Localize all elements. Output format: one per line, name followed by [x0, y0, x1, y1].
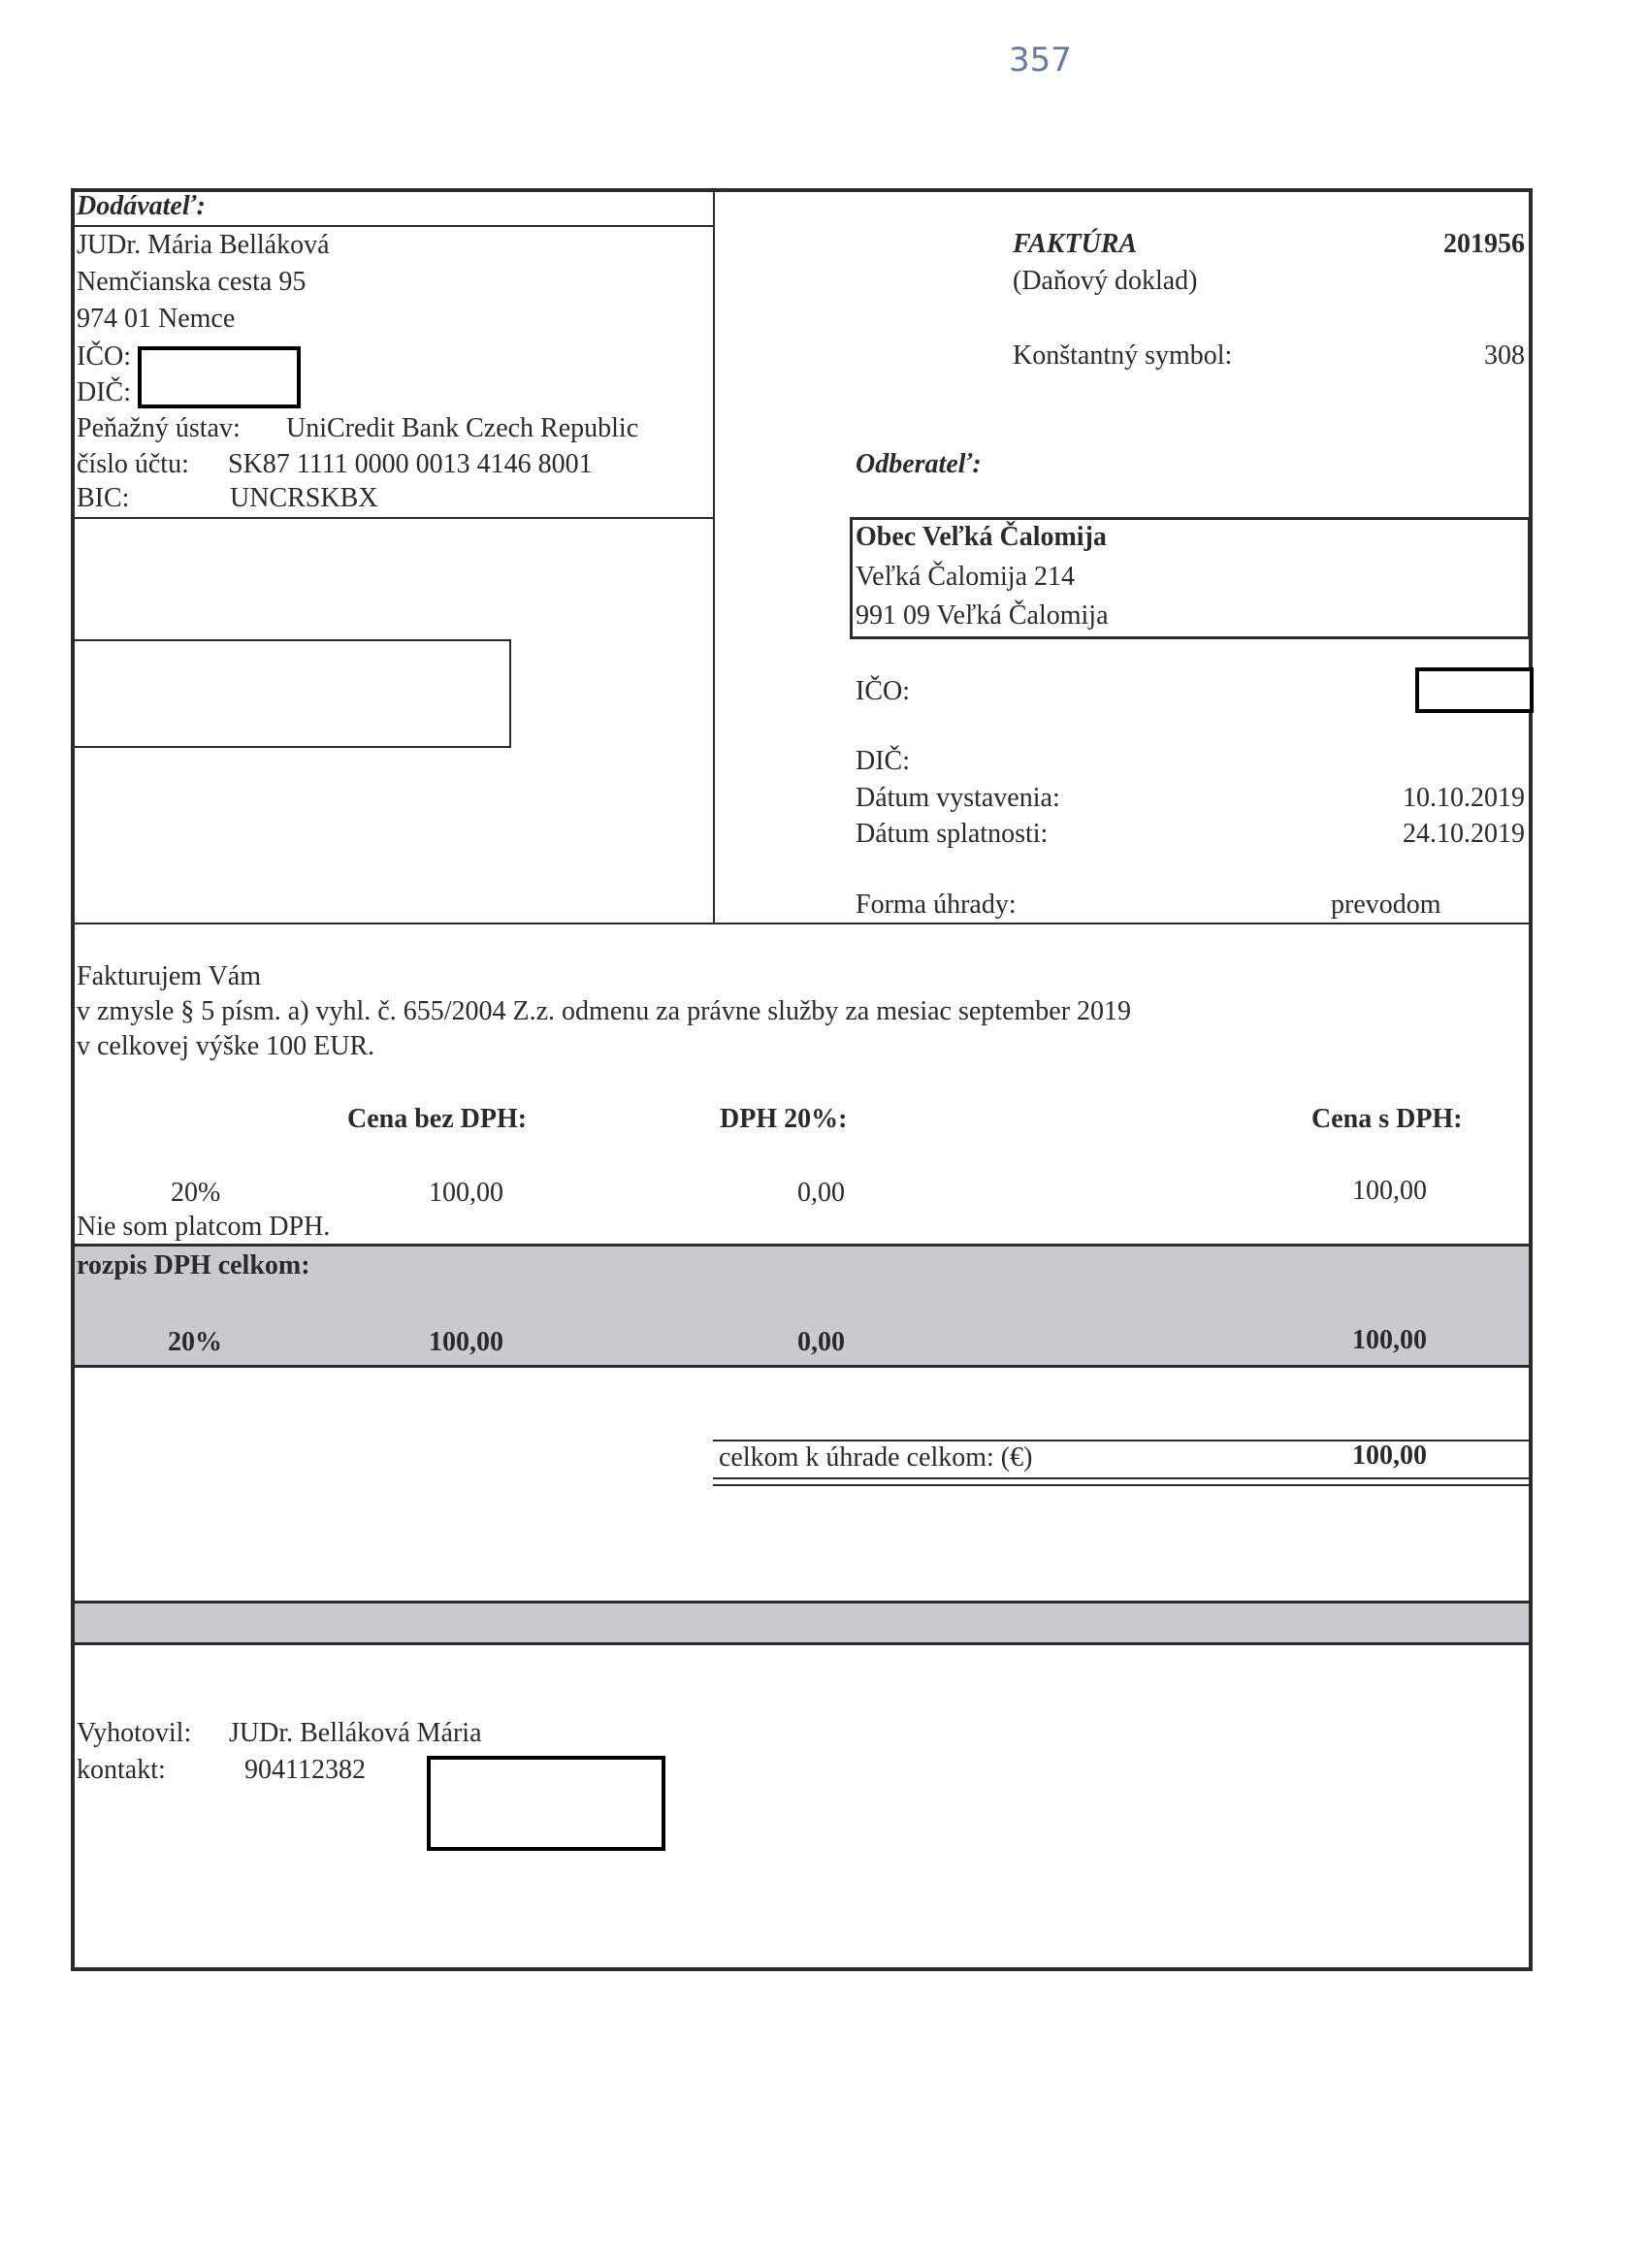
- prepared-by-label: Vyhotovil:: [77, 1718, 192, 1748]
- supplier-heading: Dodávateľ:: [77, 191, 206, 221]
- summary-total: 100,00: [1352, 1325, 1427, 1355]
- customer-ico-redaction: [1415, 667, 1534, 713]
- customer-dic-label: DIČ:: [856, 746, 910, 776]
- lower-band-bottom: [73, 1642, 1531, 1645]
- prepared-by-value: JUDr. Belláková Mária: [229, 1718, 482, 1748]
- supplier-bank-label: Peňažný ústav:: [77, 413, 241, 443]
- payable-double-line-1: [713, 1477, 1531, 1479]
- supplier-city: 974 01 Nemce: [77, 304, 236, 334]
- customer-street: Veľká Čalomija 214: [856, 562, 1075, 592]
- col-header-base: Cena bez DPH:: [347, 1104, 528, 1134]
- payment-method-value: prevodom: [1331, 890, 1441, 920]
- due-date-label: Dátum splatnosti:: [856, 819, 1049, 849]
- handwritten-note: 357: [1009, 41, 1072, 80]
- summary-rate: 20%: [168, 1327, 222, 1357]
- payable-value: 100,00: [1352, 1441, 1427, 1471]
- supplier-bank-value: UniCredit Bank Czech Republic: [286, 413, 639, 443]
- constant-symbol-value: 308: [1484, 340, 1525, 371]
- vertical-divider: [713, 190, 715, 923]
- constant-symbol-label: Konštantný symbol:: [1013, 340, 1233, 371]
- body-line-2: v zmysle § 5 písm. a) vyhl. č. 655/2004 Z.z. odmenu za právne služby za mesiac september 2019: [77, 996, 1132, 1026]
- customer-ico-label: IČO:: [856, 676, 910, 706]
- supplier-name: JUDr. Mária Belláková: [77, 230, 330, 260]
- supplier-ico-label: IČO:: [77, 341, 131, 372]
- summary-bottom-divider: [73, 1365, 1531, 1368]
- body-line-1: Fakturujem Vám: [77, 961, 262, 991]
- due-date-value: 24.10.2019: [1403, 819, 1525, 849]
- supplier-dic-label: DIČ:: [77, 377, 131, 407]
- payment-method-label: Forma úhrady:: [856, 890, 1017, 920]
- col-header-total: Cena s DPH:: [1311, 1104, 1463, 1134]
- summary-vat: 0,00: [797, 1327, 845, 1357]
- body-line-3: v celkovej výške 100 EUR.: [77, 1031, 375, 1061]
- row-vat: 0,00: [797, 1178, 845, 1208]
- customer-name: Obec Veľká Čalomija: [856, 522, 1107, 552]
- supplier-account-value: SK87 1111 0000 0013 4146 8001: [228, 449, 593, 479]
- supplier-bic-value: UNCRSKBX: [230, 483, 378, 513]
- contact-value: 904112382: [244, 1755, 366, 1785]
- payable-label: celkom k úhrade celkom: (€): [719, 1442, 1033, 1473]
- supplier-account-label: číslo účtu:: [77, 449, 189, 479]
- payable-double-line-2: [713, 1484, 1531, 1486]
- supplier-bic-label: BIC:: [77, 483, 130, 513]
- signature-redaction: [427, 1756, 665, 1851]
- summary-base: 100,00: [429, 1327, 503, 1357]
- header-bottom-divider: [73, 923, 1531, 924]
- supplier-street: Nemčianska cesta 95: [77, 267, 307, 297]
- customer-city: 991 09 Veľká Čalomija: [856, 600, 1109, 631]
- row-rate: 20%: [171, 1178, 221, 1208]
- row-total: 100,00: [1352, 1176, 1427, 1206]
- customer-heading: Odberateľ:: [856, 449, 982, 479]
- lower-band: [75, 1604, 1529, 1642]
- supplier-empty-box: [73, 639, 511, 748]
- row-base: 100,00: [429, 1178, 503, 1208]
- supplier-heading-divider: [73, 225, 713, 227]
- issue-date-label: Dátum vystavenia:: [856, 783, 1060, 813]
- issue-date-value: 10.10.2019: [1403, 783, 1525, 813]
- col-header-vat: DPH 20%:: [720, 1104, 848, 1134]
- supplier-id-redaction: [138, 346, 301, 408]
- vat-note: Nie som platcom DPH.: [77, 1212, 331, 1242]
- invoice-title: FAKTÚRA: [1013, 229, 1138, 259]
- invoice-subtitle: (Daňový doklad): [1013, 266, 1198, 296]
- supplier-bottom-divider: [73, 517, 713, 519]
- contact-label: kontakt:: [77, 1755, 166, 1785]
- invoice-number: 201956: [1443, 229, 1525, 259]
- summary-heading: rozpis DPH celkom:: [77, 1250, 310, 1280]
